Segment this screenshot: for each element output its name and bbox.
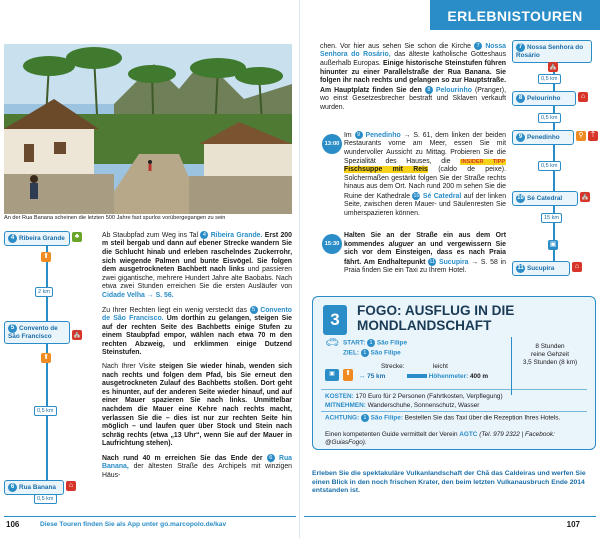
achtung-value: Bestellen Sie das Taxi über die Rezeption Ihres Hotels. [404,414,561,422]
page-gutter [299,0,300,538]
restaurant-icon: ⚲ [576,131,586,141]
duration-box [511,337,588,395]
page-number: 107 [566,520,580,529]
text: chen. Vor hier aus sehen Sie schon die Kirche [320,42,471,50]
ziel-label: ZIEL: [343,349,359,357]
right-body-text-2 [344,131,506,224]
stop-number: 1 [361,414,369,422]
stop-number: 7 [516,43,525,52]
left-body-text [102,231,292,486]
start-place[interactable]: São Filipe [376,339,407,347]
divider [321,389,587,390]
place-link[interactable]: Ribeira Grande. [210,231,263,239]
stop-number: 10 [517,195,524,201]
stop-label: Penedinho [527,134,560,142]
photo-caption: An der Rua Banana scheinen die letzten 500 Jahre fast spurlos vorübergegangen zu sein [4,215,226,221]
text: – dies ist nur zur rechten Seite hin möglich – und laufen quer über Stock und Stein nach schräg rechts (etwa „13 Uhr“, wenn Sie auf der Mauer in Laufrichtung stehen). [102,414,292,448]
stop-label: Convento de São Francisco [8,325,58,340]
route-stop-nossa-senhora[interactable] [512,40,592,63]
bus-icon: ▣ [325,369,339,381]
stop-number: 5 [250,306,258,314]
stop-number: 6 [267,454,275,462]
paragraph [102,231,292,301]
distance-km: 75 km [367,373,386,380]
text: Einige historische Steinstufen führen hinunter zu einer Parallelstraße der Rua Banana. Sie folgen ihr nach rechts und gelangen so zur Hauptstraße. Am Hauptplatz finden Sie den [320,60,506,94]
text: Zu Ihrer Rechten liegt ein wenig versteckt das [102,306,247,314]
distance-value [359,373,385,381]
difficulty-bar [407,374,427,378]
stop-label: Nossa Senhora do Rosário [516,44,584,59]
text: der ältesten Straße des Archipels mit winzigen Häus- [102,463,292,479]
agtc-link[interactable]: AGTC [459,431,478,438]
ruin-icon: ⛪ [580,193,590,200]
stop-label: Rua Banana [19,484,56,492]
text: an und vergewissern Sie sich vor dem Einsteigen, dass es nach Praia fährt. Am Endhaltepunkt [344,240,507,266]
highlight-text: Fischsuppe mit Reis [344,166,428,174]
distance-label: 0,5 km [34,494,57,504]
text: → S. 58 in Praia finden Sie ein Taxi zu Ihrem Hotel. [344,258,506,275]
route-stop-convento[interactable] [4,321,70,344]
paragraph [344,232,506,276]
walk-icon: ⬆ [343,369,353,381]
distance-label: 0,5 km [538,113,561,123]
text: (caldo de peixe). Solchermaßen gestärkt folgen Sie der Straße rechts hinaus aus dem Ort. Nach rund 200 m sehen Sie die Ruine der Kathedrale [344,166,506,200]
text: aluguer [388,240,414,248]
route-line [46,238,48,493]
text: Im [344,131,352,139]
route-stop-se-catedral[interactable] [512,191,578,206]
tour-info-box [312,296,596,450]
text: Um dorthin zu gelangen, steigen Sie auf der rechten Seite des Bachbetts einige Stufen zu einem Staubpfad empor, wählen nach etwa 70 m den rechten Abzweig, und erklimmen einige Dutzend Steinstufen. [102,315,292,357]
footer-rule [304,516,596,517]
place-link[interactable]: São Filipe: [370,414,403,422]
kosten-row [325,393,587,401]
stop-label: Sé Catedral [527,195,563,203]
house-icon: ⌂ [66,481,76,491]
distance-label: 0,5 km [538,74,561,84]
contact-info: (Tel. 979 2322 | Facebook: @GuiasFogo). [325,431,555,446]
text: Ab Staubpfad zum Weg ins Tal [102,231,199,239]
text: Nach rund 40 m erreichen Sie das Ende der [102,454,263,462]
elevation-value: 400 m [469,373,489,380]
walk-icon: ⬆ [41,353,51,363]
stop-label: Ribeira Grande [19,235,65,243]
start-row [343,339,407,348]
page-ref[interactable]: → S. 56. [146,291,174,299]
place-link[interactable]: Nossa Senhora do Rosário, [320,42,506,59]
paragraph [344,131,506,219]
text: steigen Sie wieder hinab, wenden sich nach rechts und folgen dem Pfad, bis Sie erneut den ausgetrockneten Zulauf des Bachbetts stoßen. Dort geht es hinunter, auf der anderen Seite wieder hinauf, und auf einer Mauer spazieren Sie nach links. Unmittelbar nachdem die Mauer eine Kehre nach rechts macht, verlassen Sie die [102,362,292,422]
text: das älteste katholische Gotteshaus außerhalb Europas. [320,51,507,68]
stop-label: Sucupira [527,265,555,273]
place-link[interactable]: Cidade Velha [102,291,145,299]
divider [321,411,587,412]
footer-rule [4,516,296,517]
distance-label: 15 km [541,213,562,223]
place-link[interactable]: Penedinho [365,131,401,139]
stop-number: 9 [516,133,525,142]
text: und passieren zwei gigantische, mehrere Hundert Jahre alte Baobabs. Nach etwa zwei Stunden erreichen Sie die ersten Ausläufer von [102,266,293,291]
duration-total: 8 Stunden [535,343,565,350]
kosten-label: KOSTEN: [325,393,354,400]
market-icon: ⌂ [572,262,582,272]
stop-number: 10 [413,192,420,199]
ziel-row [343,349,401,358]
walk-icon: ⬆ [41,252,51,262]
difficulty: leicht [433,363,448,370]
app-note[interactable]: Diese Touren finden Sie als App unter go.marcopolo.de/kav [40,521,227,528]
stop-number: 1 [367,339,375,347]
place-link[interactable]: Rua Banana, [102,454,293,471]
distance-label: 2 km [35,287,53,297]
stop-number: 8 [425,86,433,94]
achtung-label: ACHTUNG: [325,414,360,422]
distance-label: 0,5 km [34,406,57,416]
achtung-row [325,414,587,423]
time-badge: 15:30 [322,234,342,254]
paragraph [320,42,506,112]
text: Sie folgen dem ausgetrockneten Bachbett nach links [102,257,292,274]
route-stop-sucupira[interactable] [512,261,570,276]
stop-number: 11 [517,265,524,271]
distance-label: 0,5 km [538,161,561,171]
route-stop-rua-banana[interactable] [4,480,64,495]
hiking-icon: ♣ [72,232,82,242]
text: auf der linken Seite, zwischen deren Mauer- und Säulenresten Sie umherspazieren können. [344,192,507,217]
text: (Pranger), wo einst Gesetzesbrecher bestraft und Sklaven verkauft wurden. [320,86,506,111]
strecke-label: Strecke: [381,363,405,370]
section-header: ERLEBNISTOUREN [430,0,600,30]
paragraph [102,363,292,449]
ziel-place[interactable]: São Filipe [370,349,401,357]
mitnehmen-label: MITNEHMEN: [325,402,366,409]
mitnehmen-row [325,402,587,410]
right-body-text [320,42,506,117]
stop-number: 9 [355,131,363,139]
tour-intro: Erleben Sie die spektakuläre Vulkanlandschaft der Chã das Caldeiras und werfen Sie einen Blick in den noch frischen Krater, den beim letzten Vulkanausbruch Ende 2014 entstanden ist. [312,470,586,495]
elevation-row [407,373,488,381]
text: Erst 200 m steil bergab und dann auf ebener Strecke wandern Sie die Schlucht hinab und erleben raschelndes Zuckerrohr, sich wiegende Palmen und bunte Eisvögel. [102,231,292,265]
duration-label: reine Gehzeit [530,351,569,358]
church-icon: ⛪ [548,63,558,70]
place-link[interactable]: Sé Catedral [422,192,462,200]
tour-number: 3 [323,305,347,335]
route-stop-penedinho[interactable] [512,130,574,145]
stop-number: 11 [429,258,436,265]
start-label: START: [343,339,366,347]
stop-number: 4 [200,231,208,239]
place-link[interactable]: Sucupira [438,258,469,266]
text: → S. 61, dem linken der beiden Restaurants vorne am Meer, essen Sie mit wundervoller Aussicht zu Mittag. Probieren Sie die Spezialität des Hauses, die [344,131,507,165]
route-stop-ribeira-grande[interactable] [4,231,70,246]
guide-row [325,431,587,447]
text: Halten Sie an der Straße ein aus dem Ort kommendes [344,232,506,248]
monument-icon: ⌂ [578,92,588,102]
elevation-label: Höhenmeter: [428,373,469,380]
stop-label: Pelourinho [527,95,561,103]
stop-number: 7 [474,42,482,50]
street-photo [4,44,292,214]
page-number: 106 [6,520,20,529]
paragraph [102,454,292,481]
paragraph [102,306,292,358]
mitnehmen-value: Wanderschuhe, Sonnenschutz, Wasser [367,402,480,409]
kosten-value: 170 Euro für 2 Personen (Fahrtkosten, Verpflegung) [355,393,503,400]
insider-tip-badge: INSIDER TIPP [461,158,505,165]
stop-number: 6 [8,483,17,492]
time-badge: 13:00 [322,134,342,154]
duration-walk: 3,5 Stunden (8 km) [522,359,578,366]
text: Einen kompetenten Guide vermittelt der Verein [325,431,458,438]
stop-number: 1 [361,349,369,357]
bus-icon: ▣ [549,241,557,248]
route-icon: ↔ [359,373,366,380]
car-icon: 🚗︎ [325,337,339,349]
text: Nach Ihrer Visite [102,362,156,370]
place-link[interactable]: Pelourinho [435,86,472,94]
stop-number: 5 [8,324,17,333]
stop-number: 8 [516,94,525,103]
stop-number: 4 [8,234,17,243]
route-stop-pelourinho[interactable] [512,91,576,106]
place-link[interactable]: Convento de São Francisco. [102,306,293,322]
food-icon: ⍑ [588,131,598,141]
tour-title: FOGO: AUSFLUG IN DIE MONDLANDSCHAFT [357,303,515,333]
church-icon: ⛪ [72,331,82,338]
right-body-text-3 [344,232,506,281]
